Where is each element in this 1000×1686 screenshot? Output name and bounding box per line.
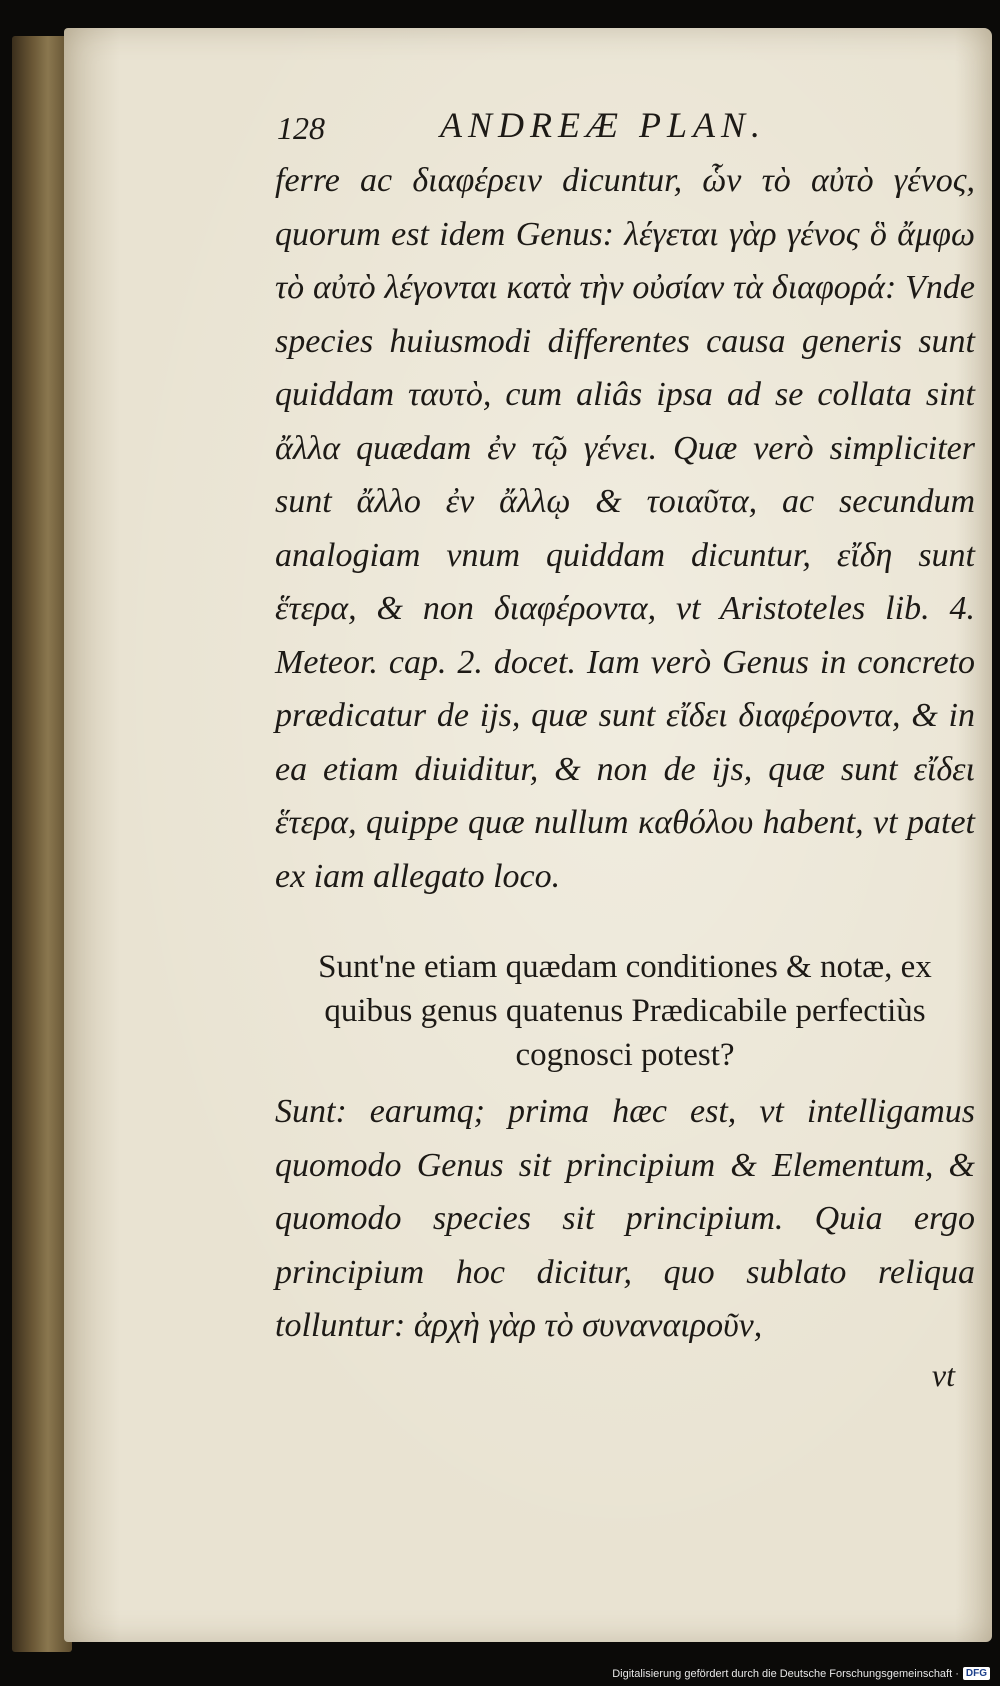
digitization-footer: [612, 1667, 990, 1680]
dfg-logo-icon: DFG: [963, 1667, 990, 1680]
body-paragraph-2: Sunt: earumq; prima hæc est, vt intelligamus quomodo Genus sit principium & Elementum, & quomodo species sit principium. Quia ergo principium hoc dicitur, quo sublato reliqua tolluntur: ἀρχὴ γὰρ τὸ συναναιροῦν,: [275, 1093, 975, 1344]
page-number: 128: [277, 110, 325, 146]
catchword: vt: [931, 1356, 955, 1393]
section-heading: Sunt'ne etiam quædam conditiones & notæ, ex quibus genus quatenus Prædicabile perfectiùs cognosci potest?: [318, 949, 932, 1073]
running-title: ANDREÆ PLAN.: [440, 105, 767, 145]
footer-text: Digitalisierung gefördert durch die Deutsche Forschungsgemeinschaft ·: [612, 1667, 959, 1680]
body-paragraph-1: ferre ac διαφέρειν dicuntur, ὧν τὸ αὐτὸ γένος, quorum est idem Genus: λέγεται γὰρ γένος ὃ ἄμφω τὸ αὐτὸ λέγονται κατὰ τὴν οὐσίαν τὰ διαφορά: Vnde species huiusmodi differentes causa generis sunt quiddam ταυτὸ, cum aliâs ipsa ad se collata sint ἄλλα quædam ἐν τῷ γένει. Quæ verò simpliciter sunt ἄλλο ἐν ἄλλῳ & τοιαῦτα, ac secundum analogiam vnum quiddam dicuntur, εἴδη sunt ἕτερα, & non διαφέροντα, vt Aristoteles lib. 4. Meteor. cap. 2. docet. Iam verò Genus in concreto prædicatur de ijs, quæ sunt εἴδει διαφέροντα, & in ea etiam diuiditur, & non de ijs, quæ sunt εἴδει ἕτερα, quippe quæ nullum καθόλου habent, vt patet ex iam allegato loco.: [275, 162, 975, 895]
running-head: [215, 104, 975, 154]
page-text-block: [215, 104, 975, 1394]
book-spine: [12, 36, 72, 1652]
